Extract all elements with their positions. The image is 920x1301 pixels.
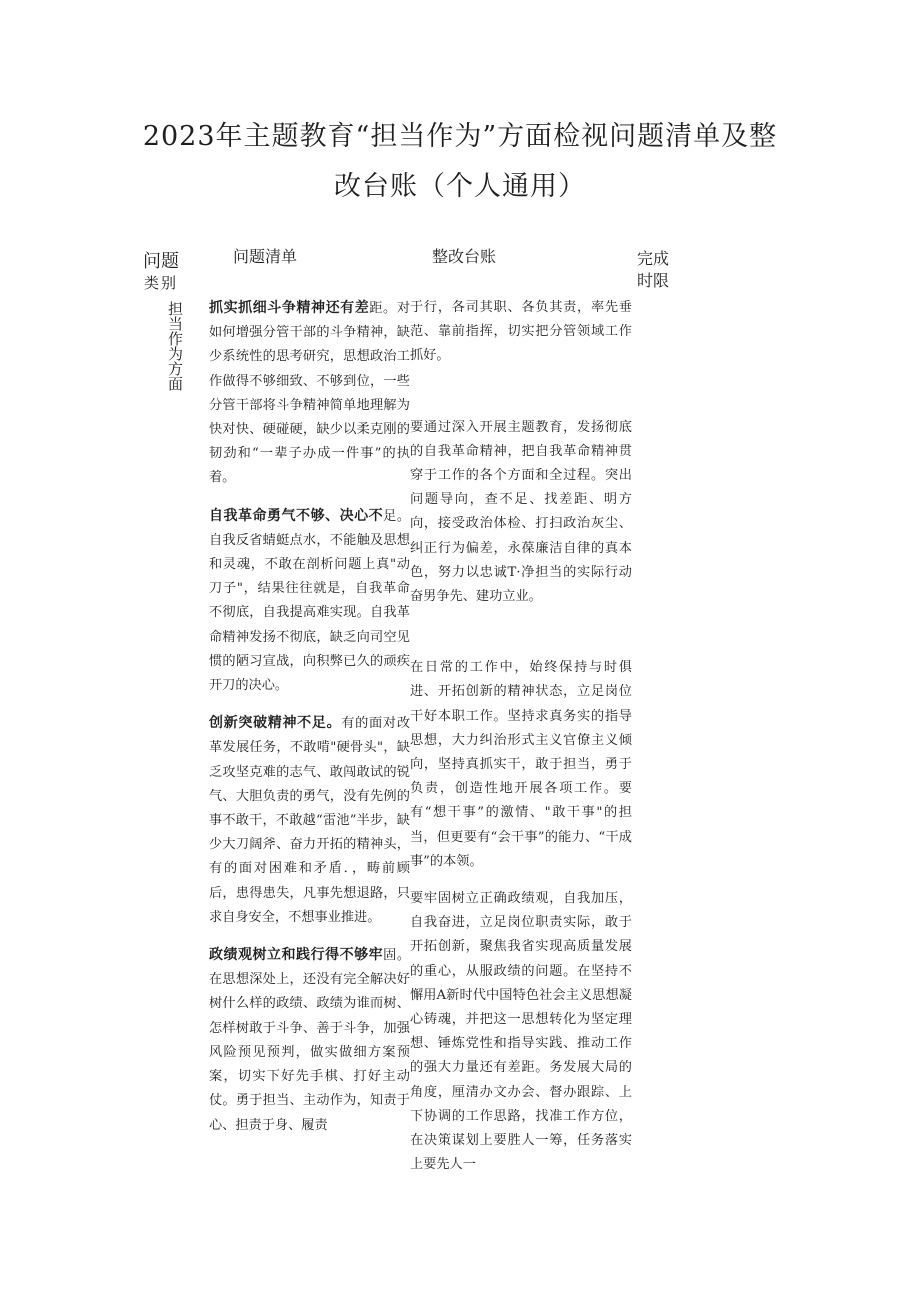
header-problem-list: 问题清单 [233, 247, 298, 266]
issue-item [209, 711, 410, 930]
issue-body: 足。自我反省蜻蜓点水，不能触及思想和灵魂，不敢在剖析问题上真"动刀子"，结果往往就是，自我革命不彻底，自我提高难实现。自我革命精神发扬不彻底，缺乏向司空见惯的陋习宣战，向积弊已久的顽疾开刀的决心。 [209, 508, 411, 694]
category-label: 担当作为方面 [166, 301, 184, 391]
header-problem-type: 问题 [143, 251, 179, 272]
issues-column [209, 296, 410, 1151]
rectification-column [410, 296, 632, 1178]
issue-item [209, 296, 410, 491]
header-rectification: 整改台账 [432, 247, 497, 266]
rectification-item: 在日常的工作中，始终保持与时俱进、开拓创新的精神状态，立足岗位干好本职工作。坚持求真务实的指导思想，大力纠治形式主义官僚主义倾向，坚持真抓实干，敢于担当，勇于负责，创造性地开展各项工作。要有“想干事”的激情、"敢干事"的担当，但更要有“会干事”的能力、“干成事”的本领。 [410, 660, 632, 869]
header-deadline: 完成时限 [637, 249, 670, 290]
rectification-item: 要通过深入开展主题教育，发扬彻底的自我革命精神，把自我革命精神贯穿于工作的各个方面和全过程。突出问题导向，查不足、找差距、明方向，接受政治体检、打扫政治灰尘、纠正行为偏差，永葆廉洁自律的真本色，努力以忠诚T·净担当的实际行动奋男争先、建功立业。 [410, 419, 632, 605]
issue-item [209, 504, 410, 699]
rectification-item: 于行，各司其职、各负其责，率先垂范、靠前指挥，切实把分管领域工作抓好。 [410, 300, 632, 364]
page-title-line1: 2023年主题教育“担当作为”方面检视问题清单及整 [142, 121, 778, 152]
header-problem-type-sub: 类别 [144, 274, 179, 292]
issue-body: 固。在思想深处上，还没有完全解决好树什么样的政绩、政绩为谁而树、怎样树敢于斗争、善于斗争，加强风险预见预判，做实做细方案预案，切实下好先手棋、打好主动仗。勇于担当、主动作为，知责于心、担责于身、履责 [209, 948, 411, 1133]
issue-heading: 自我革命勇气不够、决心不 [209, 507, 384, 524]
page-title-line2: 改台账（个人通用） [334, 171, 586, 202]
page-title [110, 112, 810, 212]
issue-heading: 抓实抓细斗争精神还有差 [209, 300, 370, 316]
issue-body: 有的面对改革发展任务，不敢啃"硬骨头"，缺乏攻坚克难的志气、敢闯敢试的锐气、大胆负责的勇气，没有先例的事不敢干，不敢越“雷池”半步，缺少大刀阔斧、奋力开拓的精神头，有的面对困难和矛盾．，畴前顾后，患得患失，凡事先想退路，只求自身安全，不想事业推进。 [209, 716, 411, 925]
issue-item [209, 943, 410, 1138]
issue-body: 距。对如何增强分管干部的斗争精神，缺少系统性的思考研究，思想政治工作做得不够细致、不够到位，一些分管干部将斗争精神简单地理解为快对快、硬碰硬，缺少以柔克刚的韧劲和“一辈子办成一件事”的执着。 [209, 301, 411, 486]
issue-heading: 创新突破精神不足。 [209, 715, 342, 732]
rectification-item: 要牢固树立正确政绩观，自我加压，自我奋进，立足岗位职责实际，敢于开拓创新，聚焦我省实现高质量发展的重心，从服政绩的问题。在坚持不懈用A新时代中国特色社会主义思想凝心铸魂，并把这一思想转化为坚定理想、锤炼党性和指导实践、推动工作的强大力量还有差距。务发展大局的角度，厘清办文办会、督办跟踪、上下协调的工作思路，找准工作方位，在决策谋划上要胜人一筹，任务落实上要先人一 [410, 891, 632, 1173]
issue-heading: 政绩观树立和践行得不够牢 [209, 947, 384, 964]
